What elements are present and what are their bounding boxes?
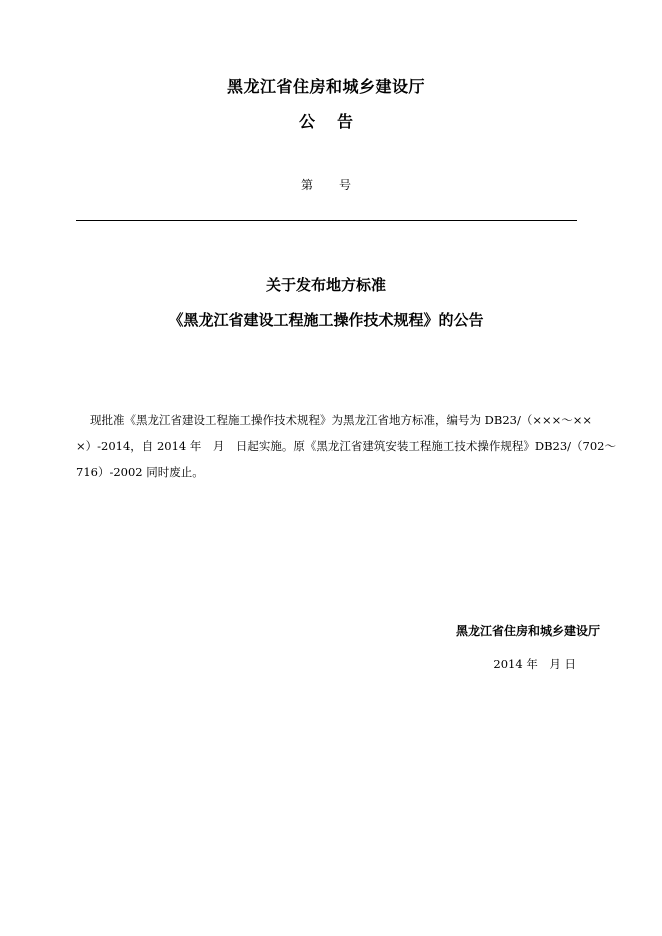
agency-title: 黑龙江省住房和城乡建设厅 [226, 77, 425, 96]
signature-date: 2014 年 月 日 [493, 657, 576, 671]
document-number-prefix: 第 [300, 178, 313, 192]
subject-line-1: 关于发布地方标准 [265, 276, 386, 294]
notice-title-char-1: 公 [298, 112, 315, 131]
header-divider [76, 220, 577, 221]
body-text-line-1: 现批准《黑龙江省建设工程施工操作技术规程》为黑龙江省地方标准，编号为 DB23/（×××～×× [90, 413, 593, 427]
signature-agency: 黑龙江省住房和城乡建设厅 [455, 624, 600, 638]
document-number-suffix: 号 [339, 178, 352, 192]
subject-line-2: 《黑龙江省建设工程施工操作技术规程》的公告 [168, 311, 484, 329]
body-text-line-3: 716）-2002 同时废止。 [76, 465, 204, 479]
notice-title [76, 109, 576, 132]
notice-title-char-2: 告 [337, 112, 354, 131]
body-text-line-2: ×）-2014，自 2014 年 月 日起实施。原《黑龙江省建筑安装工程施工技术操作规程》DB23/（702～ [76, 439, 616, 453]
document-number [76, 176, 576, 193]
